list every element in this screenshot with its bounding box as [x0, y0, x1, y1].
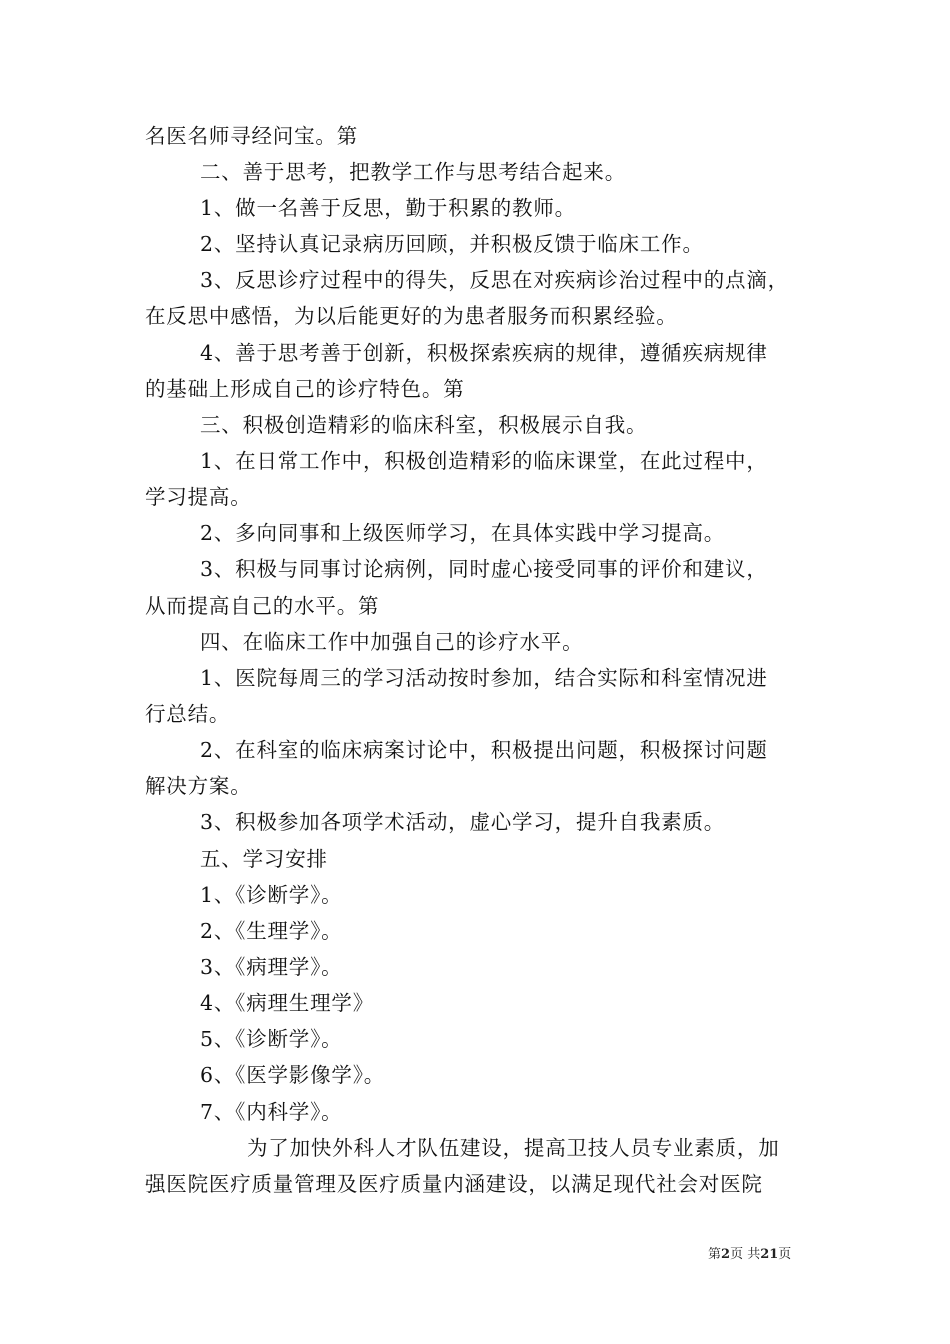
text-line: 名医名师寻经问宝。第 — [145, 124, 358, 148]
text-line: 为了加快外科人才队伍建设，提高卫技人员专业素质，加 — [247, 1136, 780, 1160]
footer-suffix: 页 — [778, 1247, 792, 1262]
text-line: 2、坚持认真记录病历回顾，并积极反馈于临床工作。 — [200, 232, 704, 256]
text-line: 解决方案。 — [145, 774, 252, 798]
text-line: 强医院医疗质量管理及医疗质量内涵建设，以满足现代社会对医院 — [145, 1172, 763, 1196]
text-line: 3、积极参加各项学术活动，虚心学习，提升自我素质。 — [200, 810, 726, 834]
footer-middle: 页 共 — [730, 1247, 761, 1262]
text-line: 1、做一名善于反思，勤于积累的教师。 — [200, 196, 576, 220]
text-line: 2、在科室的临床病案讨论中，积极提出问题，积极探讨问题 — [200, 738, 768, 762]
list-item: 2、《生理学》。 — [200, 919, 343, 943]
text-line: 从而提高自己的水平。第 — [145, 594, 380, 618]
text-line: 在反思中感悟，为以后能更好的为患者服务而积累经验。 — [145, 304, 678, 328]
section-heading: 三、积极创造精彩的临床科室，积极展示自我。 — [200, 413, 648, 437]
text-line: 学习提高。 — [145, 485, 252, 509]
section-heading: 四、在临床工作中加强自己的诊疗水平。 — [200, 630, 584, 654]
text-line: 4、善于思考善于创新，积极探索疾病的规律，遵循疾病规律 — [200, 341, 768, 365]
section-heading: 五、学习安排 — [200, 847, 328, 871]
list-item: 5、《诊断学》。 — [200, 1027, 343, 1051]
text-line: 行总结。 — [145, 702, 231, 726]
footer-prefix: 第 — [708, 1247, 722, 1262]
page-footer — [708, 1246, 791, 1264]
text-line: 2、多向同事和上级医师学习，在具体实践中学习提高。 — [200, 521, 726, 545]
text-line: 的基础上形成自己的诊疗特色。第 — [145, 377, 465, 401]
footer-page-number: 2 — [721, 1247, 731, 1262]
list-item: 3、《病理学》。 — [200, 955, 343, 979]
list-item: 4、《病理生理学》 — [200, 991, 374, 1015]
text-line: 3、积极与同事讨论病例，同时虚心接受同事的评价和建议， — [200, 557, 768, 581]
footer-total-pages: 21 — [760, 1247, 779, 1262]
list-item: 7、《内科学》。 — [200, 1100, 343, 1124]
list-item: 1、《诊断学》。 — [200, 883, 343, 907]
text-line: 3、反思诊疗过程中的得失，反思在对疾病诊治过程中的点滴， — [200, 268, 789, 292]
text-line: 1、在日常工作中，积极创造精彩的临床课堂，在此过程中， — [200, 449, 768, 473]
text-line: 1、医院每周三的学习活动按时参加，结合实际和科室情况进 — [200, 666, 768, 690]
section-heading: 二、善于思考，把教学工作与思考结合起来。 — [200, 160, 626, 184]
list-item: 6、《医学影像学》。 — [200, 1063, 386, 1087]
